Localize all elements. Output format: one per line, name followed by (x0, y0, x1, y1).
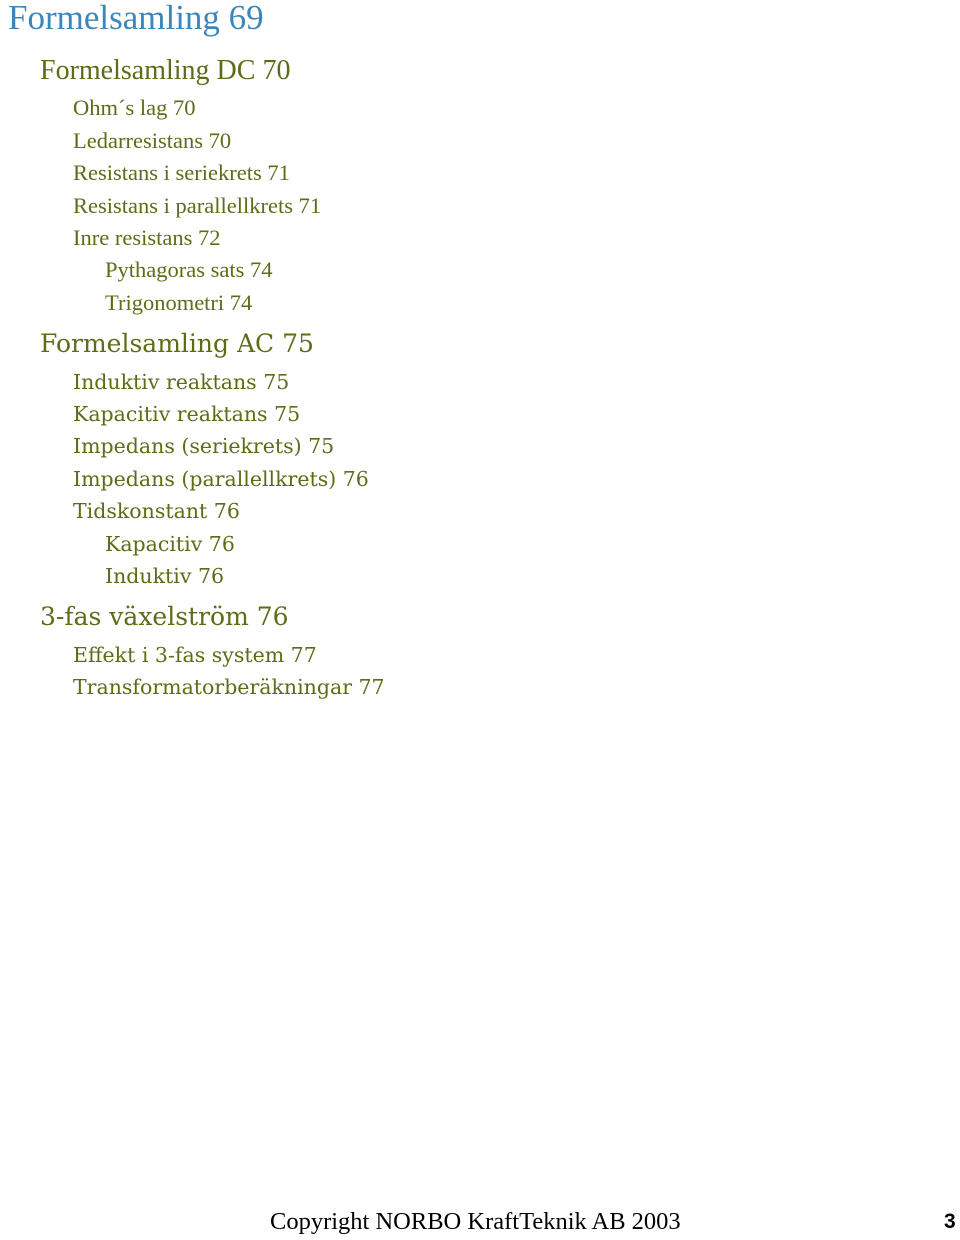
toc-entry: Impedans (parallellkrets) 76 (73, 467, 369, 491)
toc-entry: Impedans (seriekrets) 75 (73, 434, 335, 458)
page-number: 3 (944, 1210, 956, 1233)
toc-entry: Resistans i seriekrets 71 (73, 160, 290, 185)
toc-subentry: Trigonometri 74 (105, 290, 253, 315)
toc-section-heading: Formelsamling AC 75 (40, 329, 314, 358)
toc-entry: Effekt i 3-fas system 77 (73, 643, 317, 667)
toc-subentry: Kapacitiv 76 (105, 532, 235, 556)
toc-subentry: Induktiv 76 (105, 564, 225, 588)
toc-subentry: Pythagoras sats 74 (105, 257, 273, 282)
toc-entry: Kapacitiv reaktans 75 (73, 402, 301, 426)
toc-section-heading: 3-fas växelström 76 (40, 602, 289, 631)
toc-section-heading: Formelsamling DC 70 (40, 55, 291, 86)
page-title: Formelsamling 69 (8, 0, 264, 37)
toc-entry: Resistans i parallellkrets 71 (73, 193, 322, 218)
toc-entry: Transformatorberäkningar 77 (73, 675, 385, 699)
page-footer (0, 1206, 960, 1240)
copyright-notice: Copyright NORBO KraftTeknik AB 2003 (270, 1208, 681, 1235)
toc-entry: Ohm´s lag 70 (73, 95, 196, 120)
toc-entry: Induktiv reaktans 75 (73, 370, 290, 394)
toc-entry: Inre resistans 72 (73, 225, 221, 250)
toc-entry: Ledarresistans 70 (73, 128, 232, 153)
toc-entry: Tidskonstant 76 (73, 499, 240, 523)
